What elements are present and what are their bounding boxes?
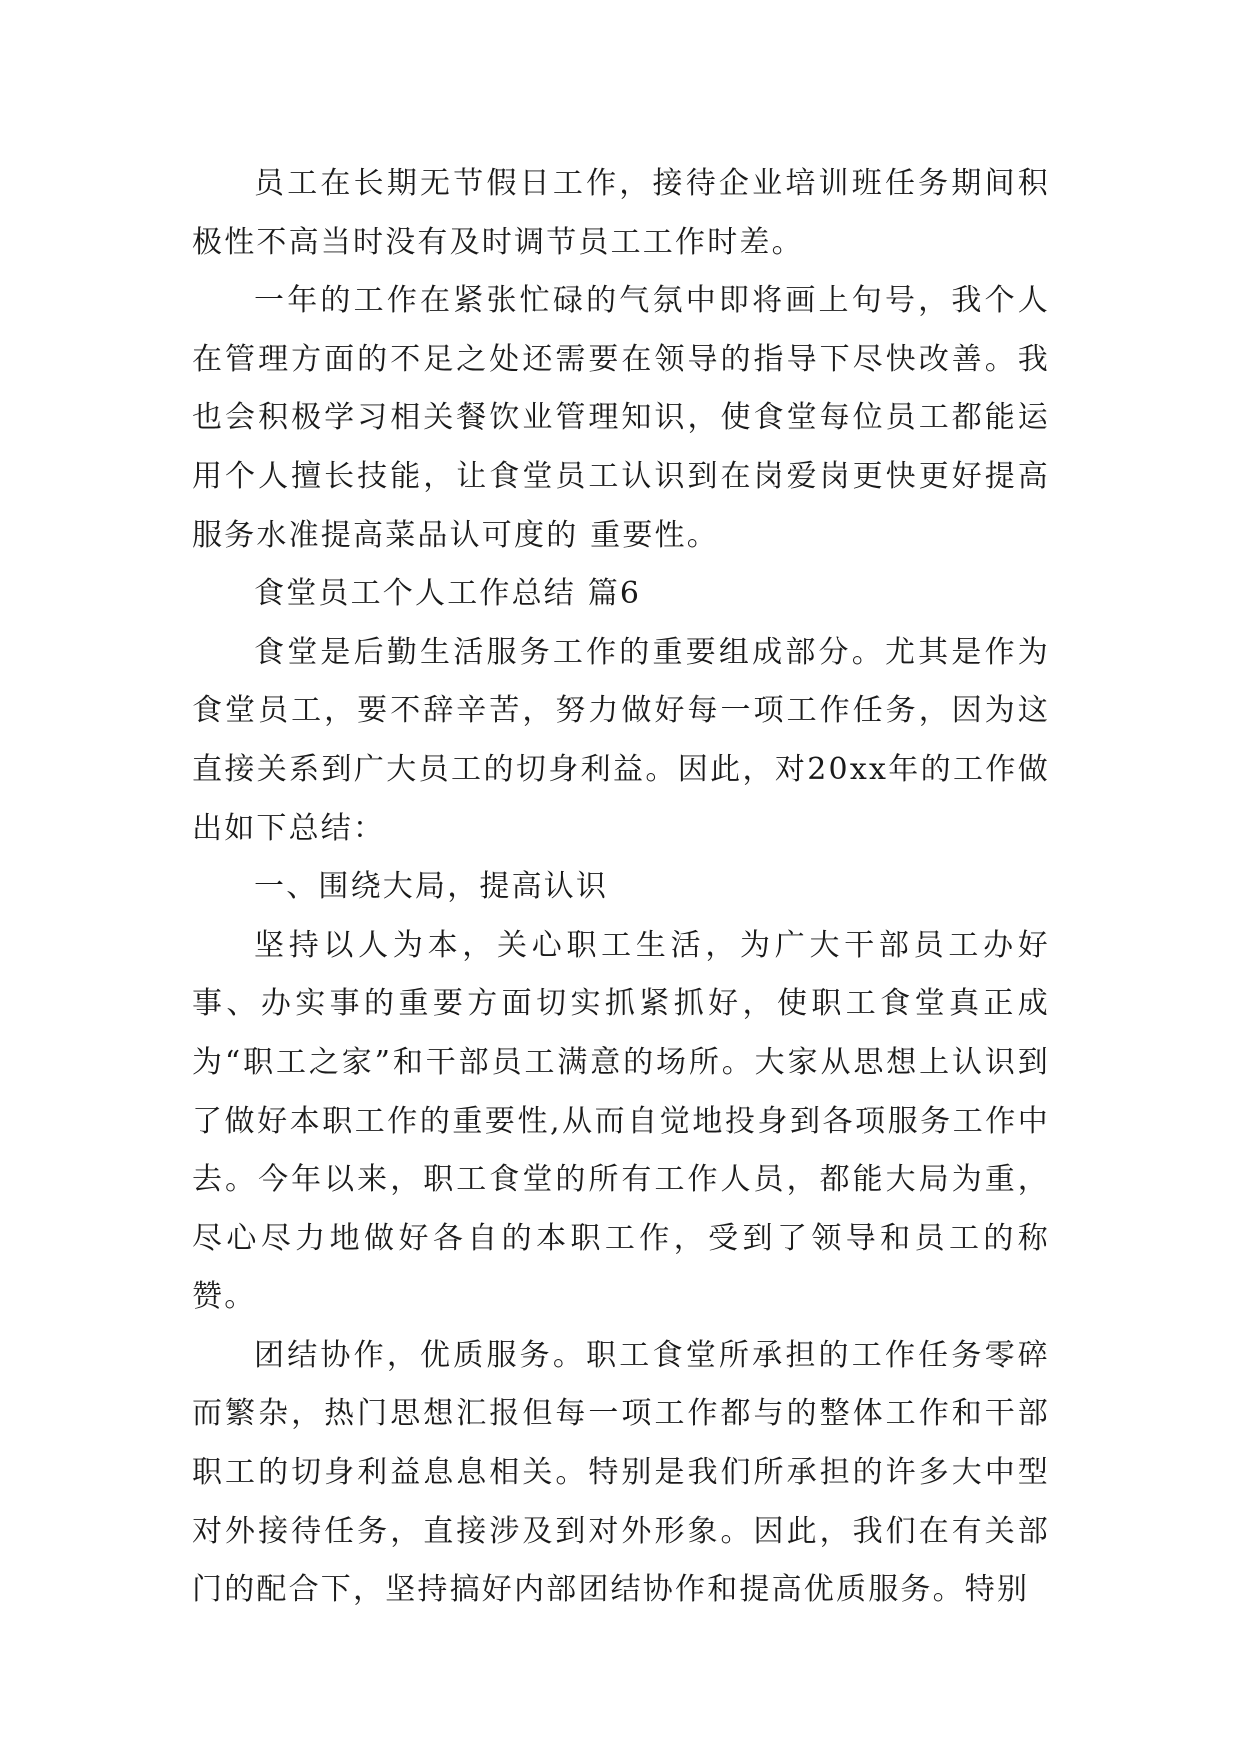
- paragraph-people-oriented: 坚持以人为本，关心职工生活，为广大干部员工办好事、办实事的重要方面切实抓紧抓好，使职工食堂真正成为“职工之家”和干部员工满意的场所。大家从思想上认识到了做好本职工作的重要性,从而自觉地投身到各项服务工作中去。今年以来，职工食堂的所有工作人员，都能大局为重，尽心尽力地做好各自的本职工作，受到了领导和员工的称赞。: [192, 927, 1050, 1315]
- paragraph-teamwork: 团结协作，优质服务。职工食堂所承担的工作任务零碎而繁杂，热门思想汇报但每一项工作都与的整体工作和干部职工的切身利益息息相关。特别是我们所承担的许多大中型对外接待任务，直接涉及到对外形象。因此，我们在有关部门的配合下，坚持搞好内部团结协作和提高优质服务。特别: [192, 1337, 1050, 1608]
- paragraph-staff-holidays: 员工在长期无节假日工作，接待企业培训班任务期间积极性不高当时没有及时调节员工工作时差。: [192, 166, 1050, 260]
- paragraph-year-summary: 一年的工作在紧张忙碌的气氛中即将画上句号，我个人在管理方面的不足之处还需要在领导的指导下尽快改善。我也会积极学习相关餐饮业管理知识，使食堂每位员工都能运用个人擅长技能，让食堂员工认识到在岗爱岗更快更好提高服务水准提高菜品认可度的 重要性。: [192, 283, 1050, 553]
- section-title-part6: 食堂员工个人工作总结 篇6: [254, 576, 642, 612]
- section-heading-one: 一、围绕大局，提高认识: [254, 869, 609, 905]
- paragraph-canteen-intro: 食堂是后勤生活服务工作的重要组成部分。尤其是作为食堂员工，要不辞辛苦，努力做好每一项工作任务，因为这直接关系到广大员工的切身利益。因此，对20xx年的工作做出如下总结：: [192, 634, 1050, 846]
- document-body: [192, 155, 1050, 1620]
